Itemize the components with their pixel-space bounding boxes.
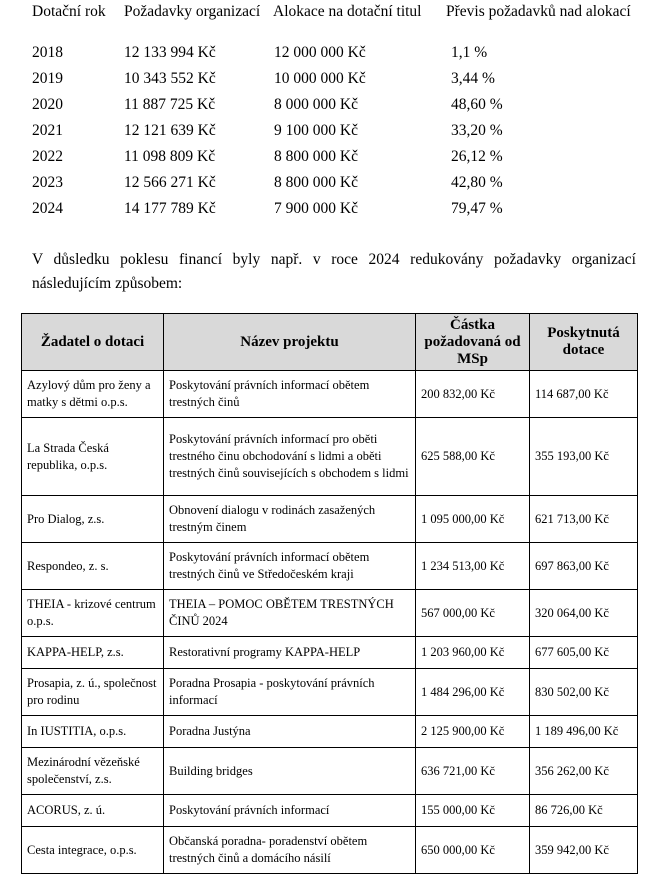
grants-header-row [22,314,638,371]
summary-cell-year: 2023 [32,174,63,191]
grants-header-requested: Částka požadovaná od MSp [416,314,530,371]
table-row [22,795,638,827]
summary-row [0,196,657,222]
summary-header-requests: Požadavky organizací [124,3,261,20]
grants-cell-granted: 114 687,00 Kč [530,371,638,418]
grants-cell-requested: 650 000,00 Kč [416,827,530,874]
table-row [22,543,638,590]
table-row [22,669,638,716]
table-row [22,496,638,543]
grants-cell-project: Restorativní programy KAPPA-HELP [164,637,416,669]
summary-cell-year: 2024 [32,200,63,217]
grants-cell-granted: 677 605,00 Kč [530,637,638,669]
grants-cell-applicant: Mezinárodní vězeňské společenství, z.s. [22,748,164,795]
table-row [22,827,638,874]
summary-cell-requests: 11 887 725 Kč [124,96,216,113]
table-row [22,418,638,496]
grants-cell-requested: 1 203 960,00 Kč [416,637,530,669]
grants-cell-applicant: In IUSTITIA, o.p.s. [22,716,164,748]
grants-cell-requested: 1 234 513,00 Kč [416,543,530,590]
grants-table [21,313,638,874]
grants-cell-project: Building bridges [164,748,416,795]
grants-cell-granted: 86 726,00 Kč [530,795,638,827]
grants-cell-applicant: KAPPA-HELP, z.s. [22,637,164,669]
grants-header-applicant: Žadatel o dotaci [22,314,164,371]
summary-cell-year: 2022 [32,148,63,165]
summary-header-row [0,0,657,24]
table-row [22,716,638,748]
grants-cell-requested: 200 832,00 Kč [416,371,530,418]
grants-cell-granted: 320 064,00 Kč [530,590,638,637]
summary-cell-excess: 42,80 % [451,174,503,191]
summary-cell-allocation: 12 000 000 Kč [274,44,366,61]
grants-cell-project: Obnovení dialogu v rodinách zasažených trestným činem [164,496,416,543]
summary-cell-excess: 79,47 % [451,200,503,217]
summary-cell-year: 2020 [32,96,63,113]
grants-cell-requested: 2 125 900,00 Kč [416,716,530,748]
table-row [22,371,638,418]
summary-table [0,0,657,222]
grants-body [22,371,638,874]
summary-cell-excess: 26,12 % [451,148,503,165]
summary-header-allocation: Alokace na dotační titul [273,3,422,20]
grants-cell-project: Občanská poradna- poradenství obětem trestných činů a domácího násilí [164,827,416,874]
grants-cell-project: Poradna Prosapia - poskytování právních informací [164,669,416,716]
table-row [22,637,638,669]
grants-cell-granted: 697 863,00 Kč [530,543,638,590]
summary-row [0,118,657,144]
grants-cell-requested: 636 721,00 Kč [416,748,530,795]
grants-cell-applicant: Prosapia, z. ú., společnost pro rodinu [22,669,164,716]
grants-cell-requested: 1 095 000,00 Kč [416,496,530,543]
grants-cell-granted: 830 502,00 Kč [530,669,638,716]
summary-row [0,40,657,66]
grants-cell-project: Poradna Justýna [164,716,416,748]
summary-cell-allocation: 7 900 000 Kč [274,200,358,217]
grants-cell-project: THEIA – POMOC OBĚTEM TRESTNÝCH ČINŮ 2024 [164,590,416,637]
grants-cell-project: Poskytování právních informací obětem trestných činů [164,371,416,418]
summary-row [0,92,657,118]
grants-cell-applicant: Cesta integrace, o.p.s. [22,827,164,874]
summary-row [0,170,657,196]
grants-cell-requested: 567 000,00 Kč [416,590,530,637]
grants-cell-applicant: THEIA - krizové centrum o.p.s. [22,590,164,637]
summary-cell-excess: 1,1 % [451,44,488,61]
summary-header-excess: Převis požadavků nad alokací [446,3,631,20]
grants-cell-requested: 1 484 296,00 Kč [416,669,530,716]
grants-cell-requested: 625 588,00 Kč [416,418,530,496]
summary-cell-requests: 12 133 994 Kč [124,44,216,61]
grants-cell-applicant: Azylový dům pro ženy a matky s dětmi o.p.s. [22,371,164,418]
summary-cell-requests: 11 098 809 Kč [124,148,216,165]
grants-cell-project: Poskytování právních informací pro oběti trestného činu obchodování s lidmi a oběti trestných činů souvisejících s obchodem s lidmi [164,418,416,496]
grants-cell-granted: 355 193,00 Kč [530,418,638,496]
summary-cell-year: 2019 [32,70,63,87]
summary-cell-excess: 3,44 % [451,70,495,87]
summary-cell-requests: 12 566 271 Kč [124,174,216,191]
summary-cell-allocation: 9 100 000 Kč [274,122,358,139]
summary-cell-allocation: 10 000 000 Kč [274,70,366,87]
body-paragraph: V důsledku poklesu financí byly např. v roce 2024 redukovány požadavky organizací následujícím způsobem: [32,251,636,292]
summary-cell-allocation: 8 000 000 Kč [274,96,358,113]
summary-row [0,66,657,92]
grants-cell-granted: 356 262,00 Kč [530,748,638,795]
summary-row [0,144,657,170]
summary-rows [0,40,657,222]
grants-cell-granted: 621 713,00 Kč [530,496,638,543]
grants-cell-project: Poskytování právních informací [164,795,416,827]
summary-cell-excess: 48,60 % [451,96,503,113]
summary-cell-allocation: 8 800 000 Kč [274,148,358,165]
summary-cell-excess: 33,20 % [451,122,503,139]
grants-header-project: Název projektu [164,314,416,371]
grants-cell-applicant: La Strada Česká republika, o.p.s. [22,418,164,496]
summary-cell-year: 2021 [32,122,63,139]
table-row [22,748,638,795]
grants-cell-requested: 155 000,00 Kč [416,795,530,827]
grants-cell-applicant: Pro Dialog, z.s. [22,496,164,543]
summary-cell-allocation: 8 800 000 Kč [274,174,358,191]
grants-cell-applicant: Respondeo, z. s. [22,543,164,590]
grants-cell-applicant: ACORUS, z. ú. [22,795,164,827]
grants-cell-granted: 1 189 496,00 Kč [530,716,638,748]
summary-cell-year: 2018 [32,44,63,61]
summary-header-year: Dotační rok [32,3,106,20]
grants-cell-granted: 359 942,00 Kč [530,827,638,874]
summary-cell-requests: 12 121 639 Kč [124,122,216,139]
summary-cell-requests: 10 343 552 Kč [124,70,216,87]
table-row [22,590,638,637]
summary-cell-requests: 14 177 789 Kč [124,200,216,217]
grants-cell-project: Poskytování právních informací obětem trestných činů ve Středočeském kraji [164,543,416,590]
grants-header-granted: Poskytnutá dotace [530,314,638,371]
